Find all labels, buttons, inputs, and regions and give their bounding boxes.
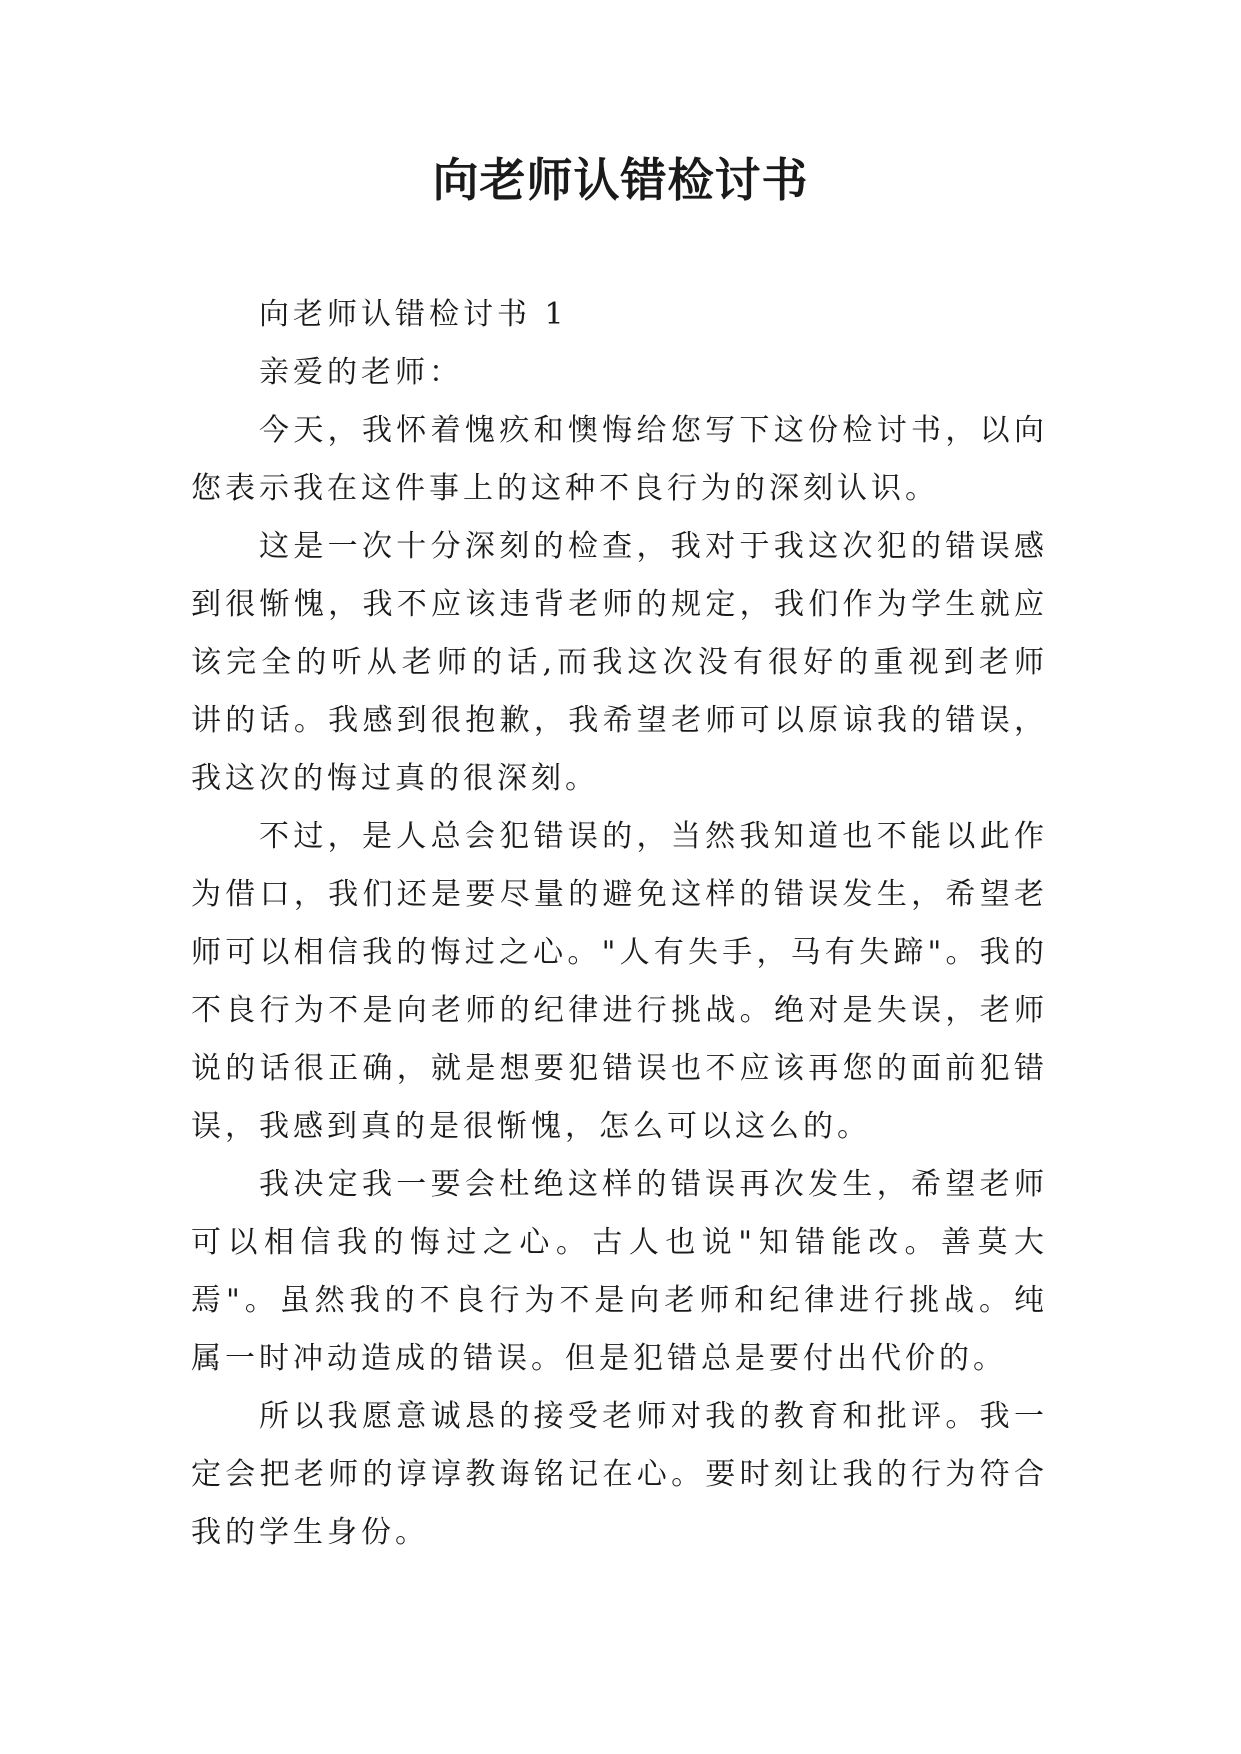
paragraph: 我决定我一要会杜绝这样的错误再次发生，希望老师可以相信我的悔过之心。古人也说"知错能改。善莫大焉"。虽然我的不良行为不是向老师和纪律进行挑战。纯属一时冲动造成的错误。但是犯错总是要付出代价的。: [191, 1167, 1048, 1376]
salutation: 亲爱的老师：: [259, 355, 463, 390]
paragraph: 这是一次十分深刻的检查，我对于我这次犯的错误感到很惭愧，我不应该违背老师的规定，我们作为学生就应该完全的听从老师的话,而我这次没有很好的重视到老师讲的话。我感到很抱歉，我希望老师可以原谅我的错误，我这次的悔过真的很深刻。: [191, 529, 1048, 796]
document-title: 向老师认错检讨书: [432, 153, 809, 207]
paragraph: 不过，是人总会犯错误的，当然我知道也不能以此作为借口，我们还是要尽量的避免这样的错误发生，希望老师可以相信我的悔过之心。"人有失手，马有失蹄"。我的不良行为不是向老师的纪律进行挑战。绝对是失误，老师说的话很正确，就是想要犯错误也不应该再您的面前犯错误，我感到真的是很惭愧，怎么可以这么的。: [191, 819, 1048, 1144]
section-heading: 向老师认错检讨书 1: [259, 297, 568, 332]
paragraph: 今天，我怀着愧疚和懊悔给您写下这份检讨书，以向您表示我在这件事上的这种不良行为的深刻认识。: [191, 413, 1048, 506]
document-body: [191, 286, 1048, 1562]
paragraph: 所以我愿意诚恳的接受老师对我的教育和批评。我一定会把老师的谆谆教诲铭记在心。要时刻让我的行为符合我的学生身份。: [191, 1399, 1048, 1550]
